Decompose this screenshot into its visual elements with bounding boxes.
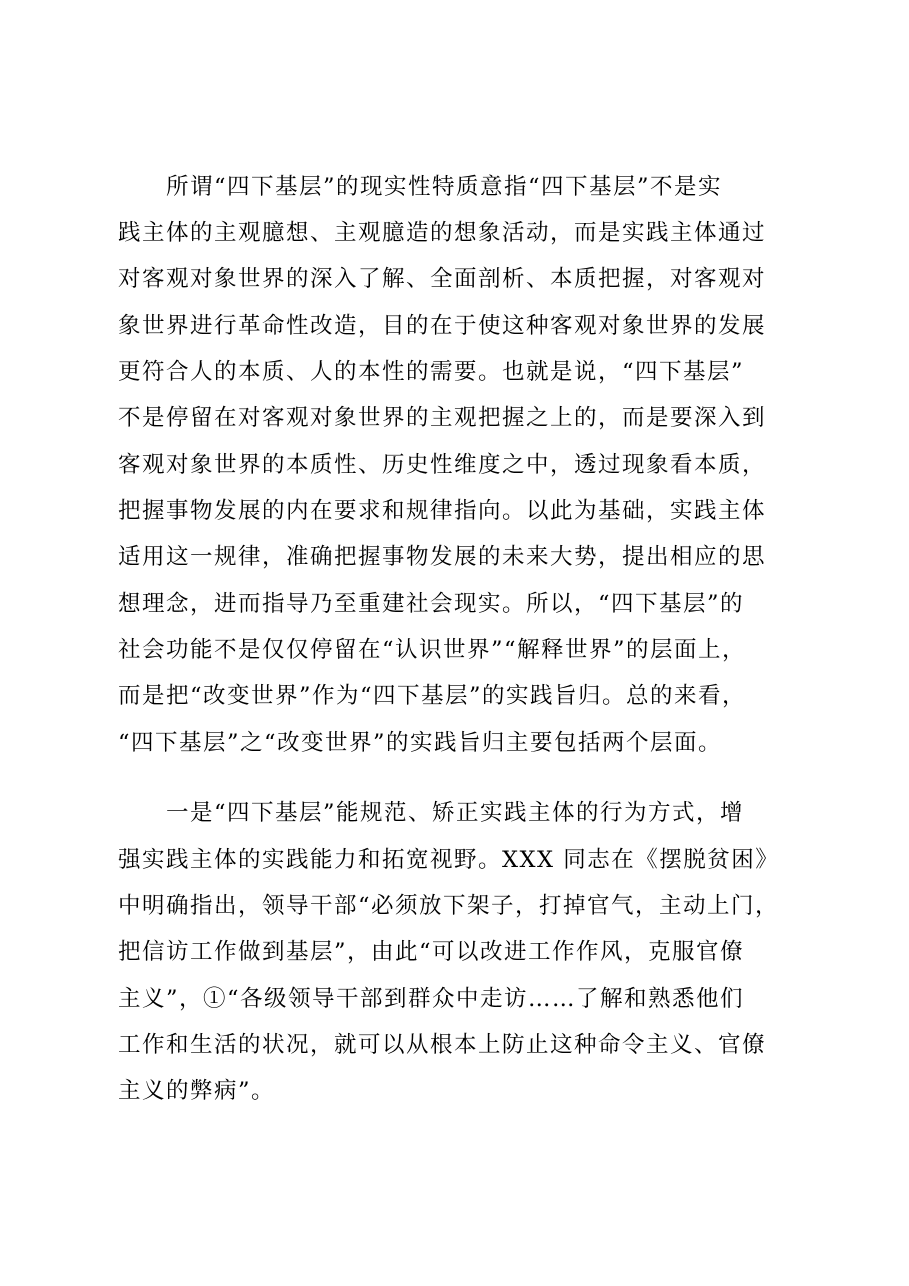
paragraph-line: 工作和生活的状况，就可以从根本上防止这种命令主义、官僚 (118, 1032, 767, 1058)
paragraph-line: 想理念，进而指导乃至重建社会现实。所以，“四下基层”的 (118, 591, 745, 617)
paragraph-line: 主义的弊病”。 (118, 1078, 276, 1104)
paragraph-line: 强实践主体的实践能力和拓宽视野。XXX 同志在《摆脱贫困》 (118, 847, 780, 873)
paragraph-line: “四下基层”之“改变世界”的实践旨归主要包括两个层面。 (118, 730, 723, 756)
paragraph-line: 主义”，①“各级领导干部到群众中走访……了解和熟悉他们 (118, 986, 745, 1012)
paragraph-line: 所谓“四下基层”的现实性特质意指“四下基层”不是实 (166, 174, 723, 200)
paragraph-line: 对客观对象世界的深入了解、全面剖析、本质把握，对客观对 (118, 266, 767, 292)
paragraph-line: 社会功能不是仅仅停留在“认识世界”“解释世界”的层面上， (118, 637, 747, 663)
paragraph-line: 适用这一规律，准确把握事物发展的未来大势，提出相应的思 (118, 544, 767, 570)
paragraph-line: 象世界进行革命性改造，目的在于使这种客观对象世界的发展 (118, 313, 767, 339)
paragraph-line: 把信访工作做到基层”，由此“可以改进工作作风，克服官僚 (118, 939, 745, 965)
paragraph-line: 不是停留在对客观对象世界的主观把握之上的，而是要深入到 (118, 405, 767, 431)
paragraph-line: 践主体的主观臆想、主观臆造的想象活动，而是实践主体通过 (118, 220, 767, 246)
paragraph-line: 客观对象世界的本质性、历史性维度之中，透过现象看本质， (118, 452, 767, 478)
paragraph-line: 中明确指出，领导干部“必须放下架子，打掉官气，主动上门， (118, 893, 780, 919)
paragraph-line: 更符合人的本质、人的本性的需要。也就是说，“四下基层” (118, 359, 745, 385)
paragraph-line: 而是把“改变世界”作为“四下基层”的实践旨归。总的来看， (118, 683, 747, 709)
paragraph-line: 一是“四下基层”能规范、矫正实践主体的行为方式，增 (166, 800, 745, 826)
paragraph-line: 把握事物发展的内在要求和规律指向。以此为基础，实践主体 (118, 498, 767, 524)
